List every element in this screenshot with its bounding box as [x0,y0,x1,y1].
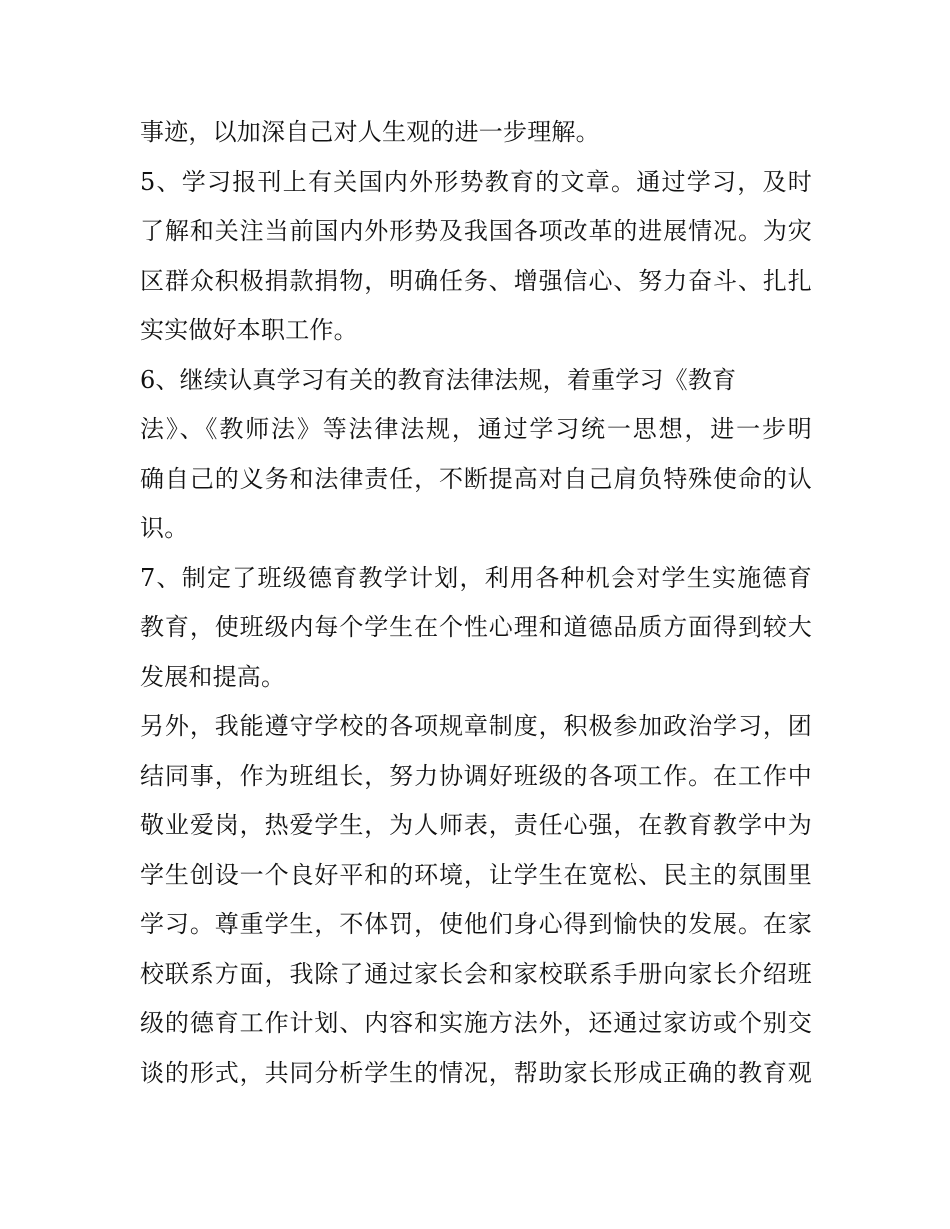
text-line: 6、继续认真学习有关的教育法律法规，着重学习《教育 [140,365,737,394]
text-line: 谈的形式，共同分析学生的情况，帮助家长形成正确的教育观 [140,1058,812,1087]
text-line: 区群众积极捐款捐物，明确任务、增强信心、努力奋斗、扎扎 [140,266,812,295]
text-line: 7、制定了班级德育教学计划，利用各种机会对学生实施德育 [140,563,812,592]
text-line: 发展和提高。 [140,662,286,691]
text-line: 教育，使班级内每个学生在个性心理和道德品质方面得到较大 [140,613,812,641]
text-line: 识。 [140,514,189,542]
text-line: 级的德育工作计划、内容和实施方法外，还通过家访或个别交 [140,1009,812,1037]
text-line: 确自己的义务和法律责任，不断提高对自己肩负特殊使命的认 [140,464,812,493]
text-line: 5、学习报刊上有关国内外形势教育的文章。通过学习，及时 [140,167,812,196]
text-line: 校联系方面，我除了通过家长会和家校联系手册向家长介绍班 [140,959,812,988]
document-body [140,108,812,1098]
text-line: 实实做好本职工作。 [140,316,358,344]
text-line: 事迹，以加深自己对人生观的进一步理解。 [140,118,600,146]
text-line: 另外，我能遵守学校的各项规章制度，积极参加政治学习，团 [140,712,812,740]
text-line: 学生创设一个良好平和的环境，让学生在宽松、民主的氛围里 [140,860,812,889]
text-line: 法》、《教师法》等法律法规，通过学习统一思想，进一步明 [140,415,812,443]
text-line: 了解和关注当前国内外形势及我国各项改革的进展情况。为灾 [140,217,812,245]
text-line: 敬业爱岗，热爱学生，为人师表，责任心强，在教育教学中为 [140,811,812,839]
text-line: 结同事，作为班组长，努力协调好班级的各项工作。在工作中 [140,761,812,790]
text-line: 学习。尊重学生，不体罚，使他们身心得到愉快的发展。在家 [140,910,812,938]
